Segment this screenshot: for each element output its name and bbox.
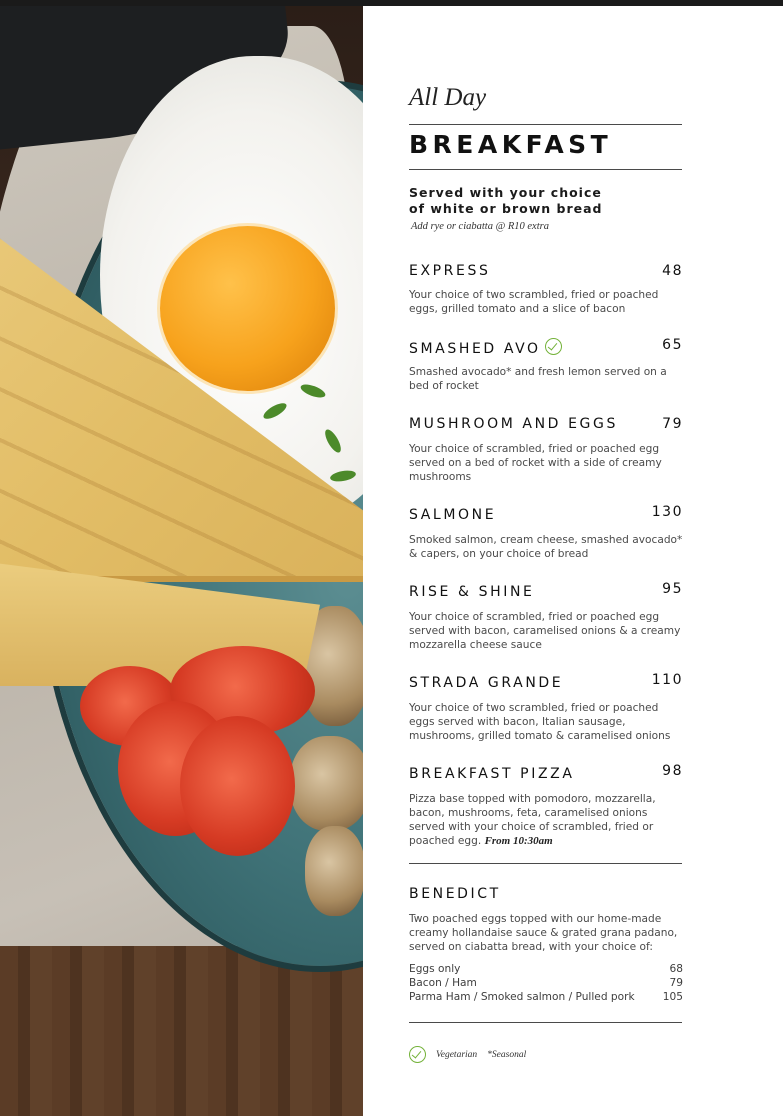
item-price-salmone: 130	[651, 504, 683, 520]
benedict-option: Parma Ham / Smoked salmon / Pulled pork 105	[409, 991, 683, 1003]
benedict-option: Bacon / Ham 79	[409, 977, 683, 989]
item-desc-breakfast-pizza: Pizza base topped with pomodoro, mozzarella, bacon, mushrooms, feta, caramelised onions served with your choice of scrambled, fried or poached egg. From 10:30am	[409, 793, 656, 847]
breakfast-photo	[0, 6, 363, 1116]
item-desc-salmone: Smoked salmon, cream cheese, smashed avocado* & capers, on your choice of bread	[409, 534, 683, 560]
benedict-options	[409, 962, 683, 1004]
mushroom-shape	[305, 826, 363, 916]
item-desc-smashed-avo: Smashed avocado* and fresh lemon served on a bed of rocket	[409, 366, 667, 392]
item-price-mushroom-and-eggs: 79	[662, 416, 683, 432]
vegetarian-icon	[545, 338, 562, 355]
vegetarian-icon	[409, 1046, 426, 1063]
item-name-salmone: SALMONE	[409, 507, 497, 523]
item-name-strada-grande: STRADA GRANDE	[409, 675, 564, 691]
item-price-breakfast-pizza: 98	[662, 763, 683, 779]
from-time-note: From 10:30am	[484, 835, 553, 847]
item-name-express: EXPRESS	[409, 263, 491, 279]
breakfast-title: BREAKFAST	[409, 130, 613, 159]
egg-yolk-shape	[160, 226, 335, 391]
item-desc-strada-grande: Your choice of two scrambled, fried or poached eggs served with bacon, Italian sausage, mushrooms, grilled tomato & caramelised onions	[409, 702, 671, 742]
divider	[409, 1022, 682, 1023]
benedict-option: Eggs only 68	[409, 963, 683, 975]
item-price-smashed-avo: 65	[662, 337, 683, 353]
divider	[409, 169, 682, 170]
item-desc-benedict: Two poached eggs topped with our home-made creamy hollandaise sauce & grated grana padano, served on ciabatta bread, with your choice of:	[409, 913, 678, 953]
divider	[409, 124, 682, 125]
item-name-benedict: BENEDICT	[409, 886, 501, 902]
item-desc-mushroom-and-eggs: Your choice of scrambled, fried or poached egg served on a bed of rocket with a side of creamy mushrooms	[409, 443, 662, 483]
item-desc-express: Your choice of two scrambled, fried or poached eggs, grilled tomato and a slice of bacon	[409, 289, 659, 315]
legend-seasonal: *Seasonal	[487, 1049, 527, 1060]
served-note: Served with your choice of white or brown bread	[409, 185, 603, 216]
item-desc-rise-and-shine: Your choice of scrambled, fried or poached egg served with bacon, caramelised onions & a creamy mozzarella cheese sauce	[409, 611, 681, 651]
item-name-breakfast-pizza: BREAKFAST PIZZA	[409, 766, 575, 782]
legend-vegetarian: Vegetarian	[436, 1049, 478, 1060]
item-name-mushroom-and-eggs: MUSHROOM AND EGGS	[409, 416, 618, 432]
mushroom-shape	[290, 736, 363, 831]
tomato-shape	[180, 716, 295, 856]
extra-bread-note: Add rye or ciabatta @ R10 extra	[411, 221, 549, 232]
item-price-rise-and-shine: 95	[662, 581, 683, 597]
legend	[409, 1046, 526, 1063]
divider	[409, 863, 682, 864]
all-day-title: All Day	[409, 84, 487, 111]
item-price-express: 48	[662, 263, 683, 279]
item-name-rise-and-shine: RISE & SHINE	[409, 584, 535, 600]
item-price-strada-grande: 110	[651, 672, 683, 688]
item-name-smashed-avo: SMASHED AVO	[409, 338, 562, 357]
wood-table-shape	[0, 946, 363, 1116]
